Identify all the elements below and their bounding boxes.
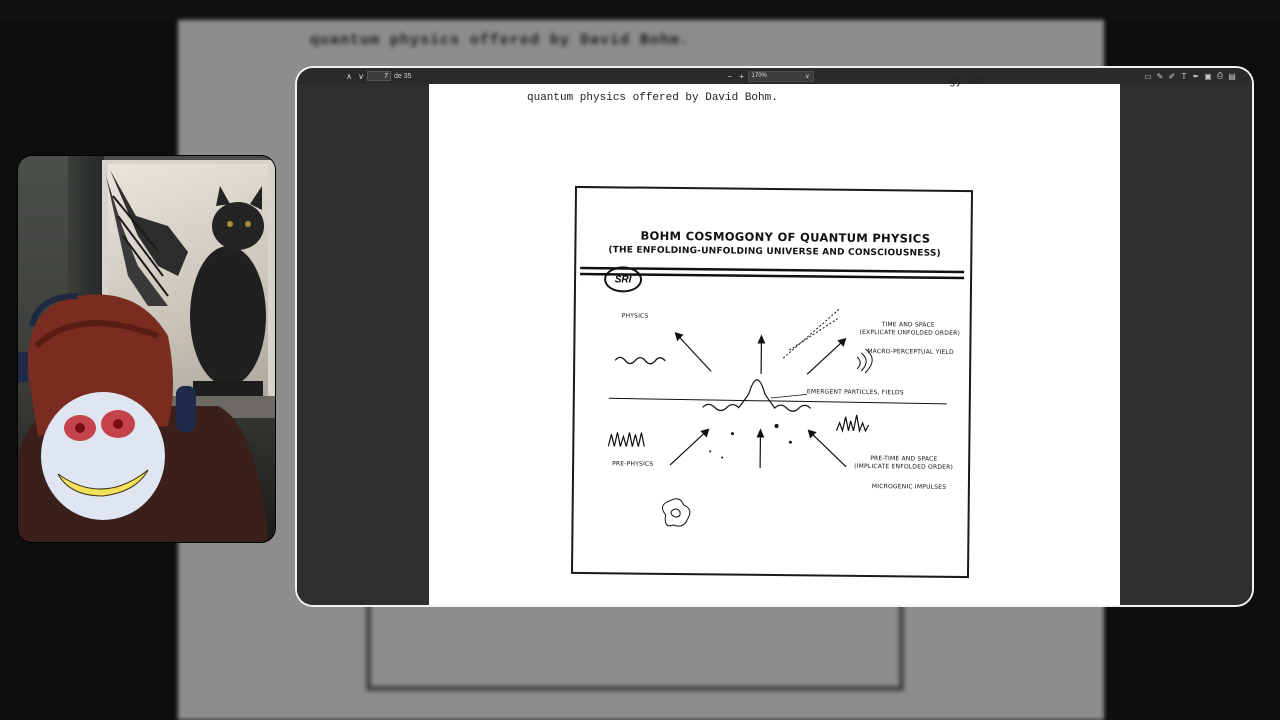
zoom-out-icon[interactable]: − [727,71,732,81]
pdf-toolbar [297,68,1252,84]
document-text-fragment: gy of [949,76,983,88]
chevron-down-icon: ∨ [805,73,810,80]
zoom-select[interactable] [748,71,814,82]
horizon-line [609,398,947,404]
rule-line [580,274,964,278]
background-blurred-text: quantum physics offered by David Bohm. [310,32,691,49]
upward-arrows [675,333,845,375]
figure-drawing [573,188,971,576]
background-topbar [0,0,1280,20]
page-total-label: de 35 [394,72,412,80]
zoom-value: 170% [751,73,767,79]
physics-wave [615,357,665,364]
label-microgenic: MICROGENIC IMPULSES [871,483,947,491]
label-explicate: (EXPLICATE UNFOLDED ORDER) [859,328,961,337]
label-physics: PHYSICS [621,312,649,320]
chevron-down-icon[interactable]: ∨ [358,71,364,81]
label-pre-time: PRE-TIME AND SPACE [870,455,938,463]
particle-dots [709,423,792,459]
sri-logo: SRI [604,266,642,292]
image-icon[interactable]: ▣ [1204,71,1212,81]
microgenic-wave [836,415,868,431]
edit-icon[interactable]: ✎ [1156,71,1164,81]
print-icon[interactable]: ⎙ [1216,71,1224,80]
page-number-input[interactable] [367,71,391,81]
label-implicate: (IMPLICATE ENFOLDED ORDER) [854,462,954,471]
figure-title: BOHM COSMOGONY OF QUANTUM PHYSICS [640,228,931,246]
bohm-figure [571,186,973,578]
comment-icon[interactable]: ▭ [1144,71,1152,81]
label-macro: MACRO-PERCEPTUAL YIELD [867,347,954,356]
text-icon[interactable]: T [1181,71,1187,81]
impulse-blob [662,499,690,527]
pdf-viewer-window [297,68,1252,605]
background-blurred-box [366,600,904,691]
draw-icon[interactable]: ✒ [1192,71,1200,81]
pointer-line [771,394,807,398]
label-time-space: TIME AND SPACE [881,321,935,329]
webcam-overlay [18,156,275,542]
zoom-in-icon[interactable]: + [739,71,744,81]
save-icon[interactable]: ▤ [1228,71,1236,81]
pre-physics-wave [608,432,644,446]
label-pre-physics: PRE-PHYSICS [612,460,654,468]
figure-subtitle: (THE ENFOLDING-UNFOLDING UNIVERSE AND CONSCIOUSNESS) [608,245,941,259]
webcam-scene [18,156,275,542]
chevron-up-icon[interactable]: ∧ [346,71,352,81]
label-emergent: EMERGENT PARTICLES, FIELDS [806,388,904,397]
highlight-icon[interactable]: ✐ [1168,71,1176,81]
converging-arrows [670,429,846,469]
rule-line [580,268,964,272]
document-text-line: quantum physics offered by David Bohm. [527,92,778,104]
